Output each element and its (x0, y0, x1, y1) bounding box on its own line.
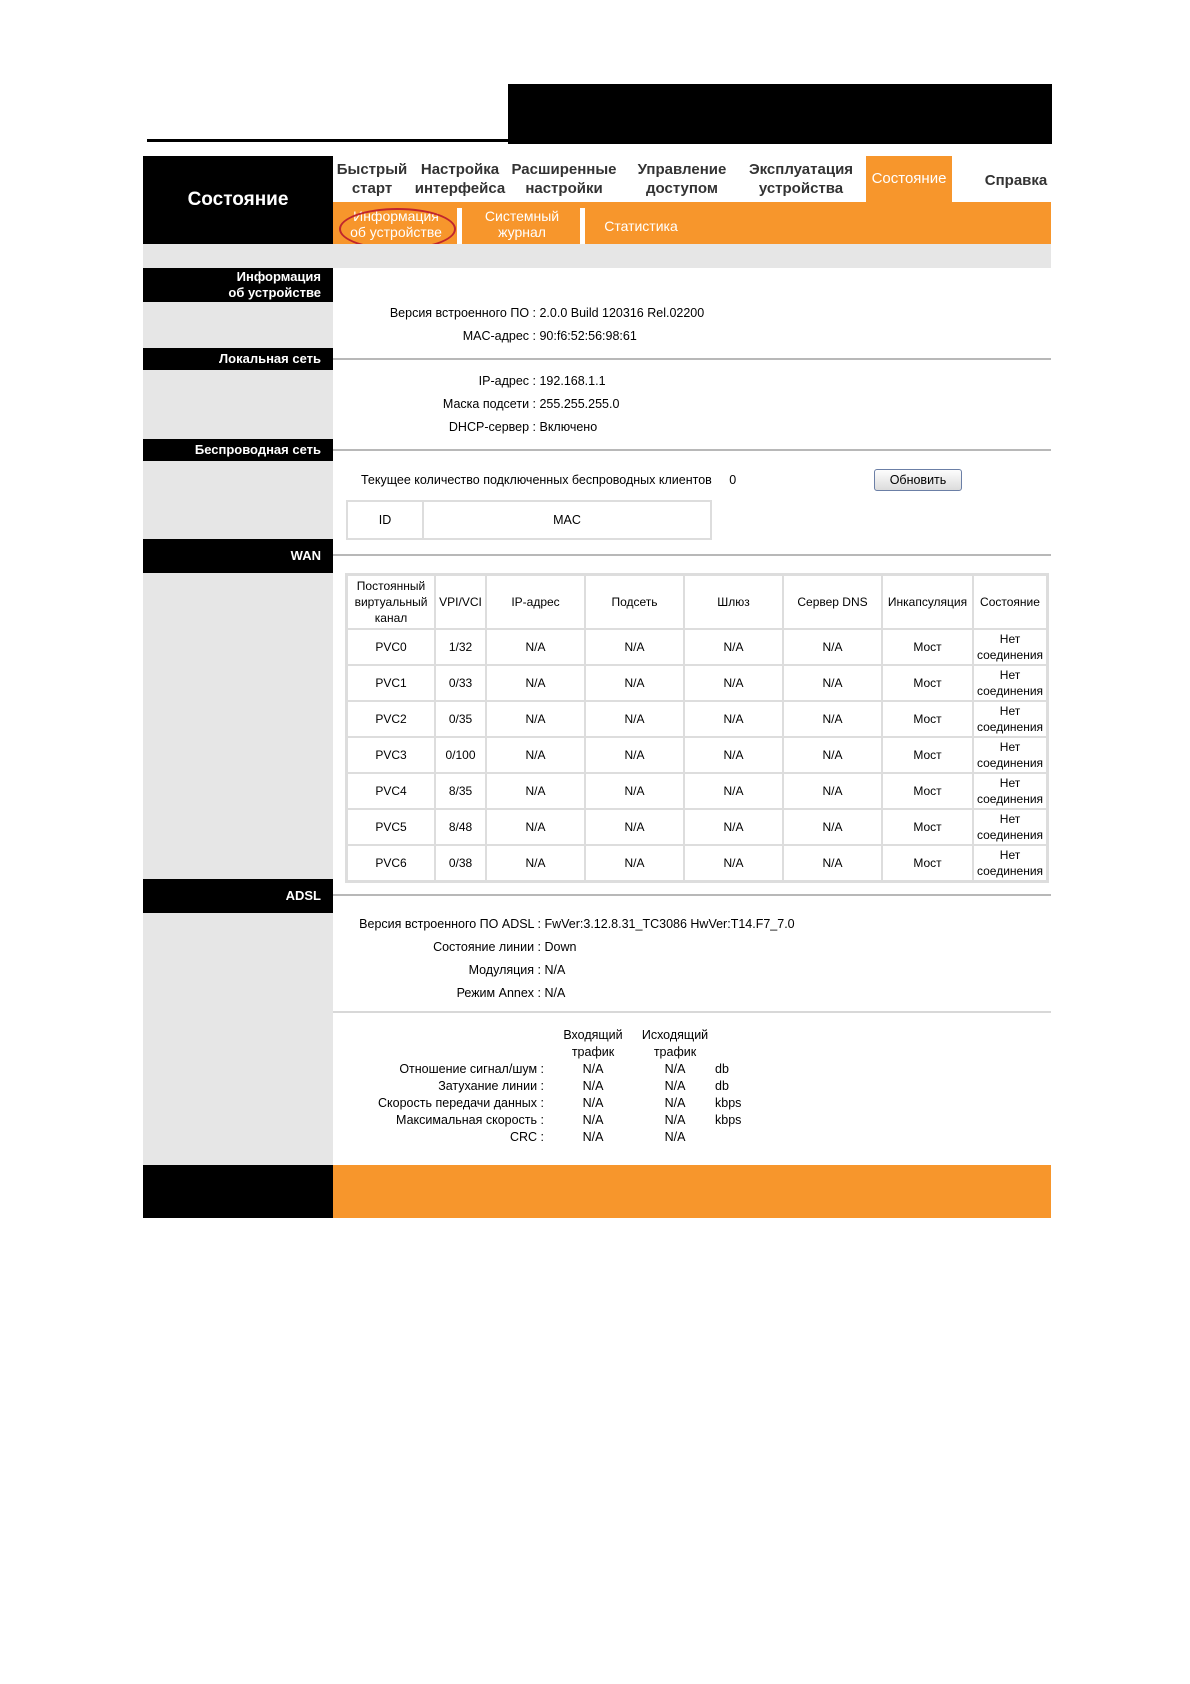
table-row (347, 665, 1047, 701)
table-cell: N/A (585, 809, 684, 845)
section-divider (333, 554, 1051, 556)
firmware-label: Версия встроенного ПО : (389, 306, 536, 320)
table-cell: N/A (783, 737, 882, 773)
tab-quick-start[interactable]: Быстрый старт (336, 161, 408, 197)
stat-label: Затухание линии : (438, 1079, 544, 1093)
table-cell: N/A (684, 845, 783, 881)
table-cell: Мост (882, 773, 973, 809)
annex-value: N/A (544, 986, 566, 1000)
footer-left (143, 1165, 333, 1218)
table-cell: N/A (783, 809, 882, 845)
table-cell: N/A (585, 701, 684, 737)
stat-upstream-value: N/A (664, 1130, 686, 1144)
refresh-button[interactable]: Обновить (874, 469, 962, 491)
stat-unit: kbps (715, 1113, 742, 1127)
table-cell: N/A (684, 737, 783, 773)
section-divider (333, 1011, 1051, 1013)
subnet-mask-label: Маска подсети : (442, 397, 536, 411)
table-cell: PVC0 (347, 629, 435, 665)
table-header-id: ID (347, 501, 423, 539)
table-cell: Нет соединения (973, 809, 1047, 845)
tab-interface-setup[interactable]: Настройка интерфейса (414, 161, 506, 197)
table-cell: Нет соединения (973, 773, 1047, 809)
page-title: Состояние (143, 156, 333, 244)
table-cell: N/A (585, 773, 684, 809)
modulation-value: N/A (544, 963, 566, 977)
table-cell: PVC3 (347, 737, 435, 773)
dhcp-label: DHCP-сервер : (448, 420, 536, 434)
table-cell: N/A (684, 701, 783, 737)
section-heading-adsl: ADSL (143, 879, 333, 913)
table-cell: Мост (882, 845, 973, 881)
tab-status[interactable]: Состояние (866, 156, 952, 202)
wireless-clients-label: Текущее количество подключенных беспроводных клиентов (361, 473, 712, 487)
table-cell: Мост (882, 809, 973, 845)
subtab-divider (457, 208, 462, 244)
stat-downstream-value: N/A (582, 1130, 604, 1144)
table-cell: PVC5 (347, 809, 435, 845)
table-cell: N/A (585, 665, 684, 701)
table-cell: PVC1 (347, 665, 435, 701)
table-cell: Нет соединения (973, 665, 1047, 701)
table-header-mac: MAC (423, 501, 711, 539)
stat-unit: kbps (715, 1096, 742, 1110)
stat-unit: db (715, 1062, 729, 1076)
section-divider (333, 894, 1051, 896)
table-cell: N/A (783, 665, 882, 701)
section-heading-lan: Локальная сеть (143, 348, 333, 370)
table-cell: N/A (585, 737, 684, 773)
document-header-bar (508, 84, 1052, 144)
table-cell: N/A (585, 629, 684, 665)
ip-value: 192.168.1.1 (539, 374, 606, 388)
tab-maintenance[interactable]: Эксплуатация устройства (748, 161, 854, 197)
footer-bar (333, 1165, 1051, 1218)
stat-downstream-value: N/A (582, 1113, 604, 1127)
table-cell: 8/48 (435, 809, 486, 845)
table-row (347, 737, 1047, 773)
tab-access-management[interactable]: Управление доступом (637, 161, 727, 197)
table-cell: N/A (486, 809, 585, 845)
stat-downstream-value: N/A (582, 1062, 604, 1076)
column-header: Постоянный виртуальный канал (347, 575, 435, 629)
subtab-system-log[interactable]: Системный журнал (484, 208, 560, 240)
ip-label: IP-адрес : (478, 374, 536, 388)
table-cell: N/A (486, 665, 585, 701)
column-header: VPI/VCI (435, 575, 486, 629)
table-cell: N/A (783, 773, 882, 809)
subnet-mask-value: 255.255.255.0 (539, 397, 620, 411)
stat-downstream-value: N/A (582, 1096, 604, 1110)
wan-table (345, 573, 1049, 883)
section-divider (333, 358, 1051, 360)
table-row (347, 773, 1047, 809)
column-header: Инкапсуляция (882, 575, 973, 629)
stat-upstream-value: N/A (664, 1096, 686, 1110)
table-cell: Нет соединения (973, 701, 1047, 737)
adsl-firmware-label: Версия встроенного ПО ADSL : (359, 917, 541, 931)
tab-help[interactable]: Справка (984, 172, 1048, 189)
table-row (347, 701, 1047, 737)
table-cell: N/A (585, 845, 684, 881)
line-state-label: Состояние линии : (433, 940, 541, 954)
dhcp-value: Включено (539, 420, 598, 434)
stat-label: CRC : (509, 1130, 544, 1144)
subtab-divider (580, 208, 585, 244)
table-cell: 8/35 (435, 773, 486, 809)
table-cell: N/A (486, 845, 585, 881)
table-cell: 0/100 (435, 737, 486, 773)
modulation-label: Модуляция : (468, 963, 541, 977)
table-row (347, 809, 1047, 845)
table-cell: PVC4 (347, 773, 435, 809)
stat-upstream-value: N/A (664, 1079, 686, 1093)
table-cell: Нет соединения (973, 845, 1047, 881)
table-row (347, 845, 1047, 881)
table-cell: N/A (783, 629, 882, 665)
tab-advanced-setup[interactable]: Расширенные настройки (511, 161, 617, 197)
subtab-device-info[interactable]: Информация об устройстве (350, 208, 442, 240)
column-header: Сервер DNS (783, 575, 882, 629)
stat-upstream-value: N/A (664, 1062, 686, 1076)
firmware-value: 2.0.0 Build 120316 Rel.02200 (539, 306, 705, 320)
table-cell: N/A (684, 629, 783, 665)
mac-label: MAC-адрес : (462, 329, 536, 343)
table-cell: 1/32 (435, 629, 486, 665)
section-heading-wan: WAN (143, 539, 333, 573)
stat-upstream-value: N/A (664, 1113, 686, 1127)
header-spacer-bar (143, 244, 1051, 268)
table-cell: PVC6 (347, 845, 435, 881)
table-cell: N/A (783, 701, 882, 737)
upstream-header: Исходящий трафик (641, 1028, 709, 1059)
table-cell: N/A (486, 629, 585, 665)
table-cell: N/A (684, 773, 783, 809)
document-header-rule (147, 139, 511, 142)
section-heading-device-info: Информация об устройстве (143, 268, 333, 302)
table-cell: Мост (882, 701, 973, 737)
column-header: Состояние (973, 575, 1047, 629)
table-cell: N/A (486, 737, 585, 773)
stat-label: Скорость передачи данных : (378, 1096, 544, 1110)
column-header: Шлюз (684, 575, 783, 629)
section-heading-wireless: Беспроводная сеть (143, 439, 333, 461)
line-state-value: Down (544, 940, 577, 954)
left-column (143, 268, 333, 1165)
stat-downstream-value: N/A (582, 1079, 604, 1093)
table-cell: N/A (684, 809, 783, 845)
column-header: IP-адрес (486, 575, 585, 629)
adsl-firmware-value: FwVer:3.12.8.31_TC3086 HwVer:T14.F7_7.0 (544, 917, 795, 931)
downstream-header: Входящий трафик (563, 1028, 623, 1059)
table-cell: Мост (882, 737, 973, 773)
wireless-clients-table (346, 500, 712, 540)
table-cell: N/A (486, 701, 585, 737)
table-cell: N/A (783, 845, 882, 881)
annex-label: Режим Annex : (456, 986, 541, 1000)
table-cell: 0/38 (435, 845, 486, 881)
wireless-clients-count: 0 (729, 473, 737, 487)
table-cell: Нет соединения (973, 737, 1047, 773)
column-header: Подсеть (585, 575, 684, 629)
table-cell: 0/33 (435, 665, 486, 701)
stat-label: Отношение сигнал/шум : (399, 1062, 544, 1076)
table-cell: 0/35 (435, 701, 486, 737)
table-cell: Нет соединения (973, 629, 1047, 665)
table-cell: Мост (882, 629, 973, 665)
table-cell: Мост (882, 665, 973, 701)
stat-unit: db (715, 1079, 729, 1093)
table-cell: PVC2 (347, 701, 435, 737)
section-divider (333, 449, 1051, 451)
table-row (347, 629, 1047, 665)
mac-value: 90:f6:52:56:98:61 (539, 329, 637, 343)
table-cell: N/A (486, 773, 585, 809)
subtab-statistics[interactable]: Статистика (604, 218, 678, 234)
stat-label: Максимальная скорость : (396, 1113, 544, 1127)
table-cell: N/A (684, 665, 783, 701)
